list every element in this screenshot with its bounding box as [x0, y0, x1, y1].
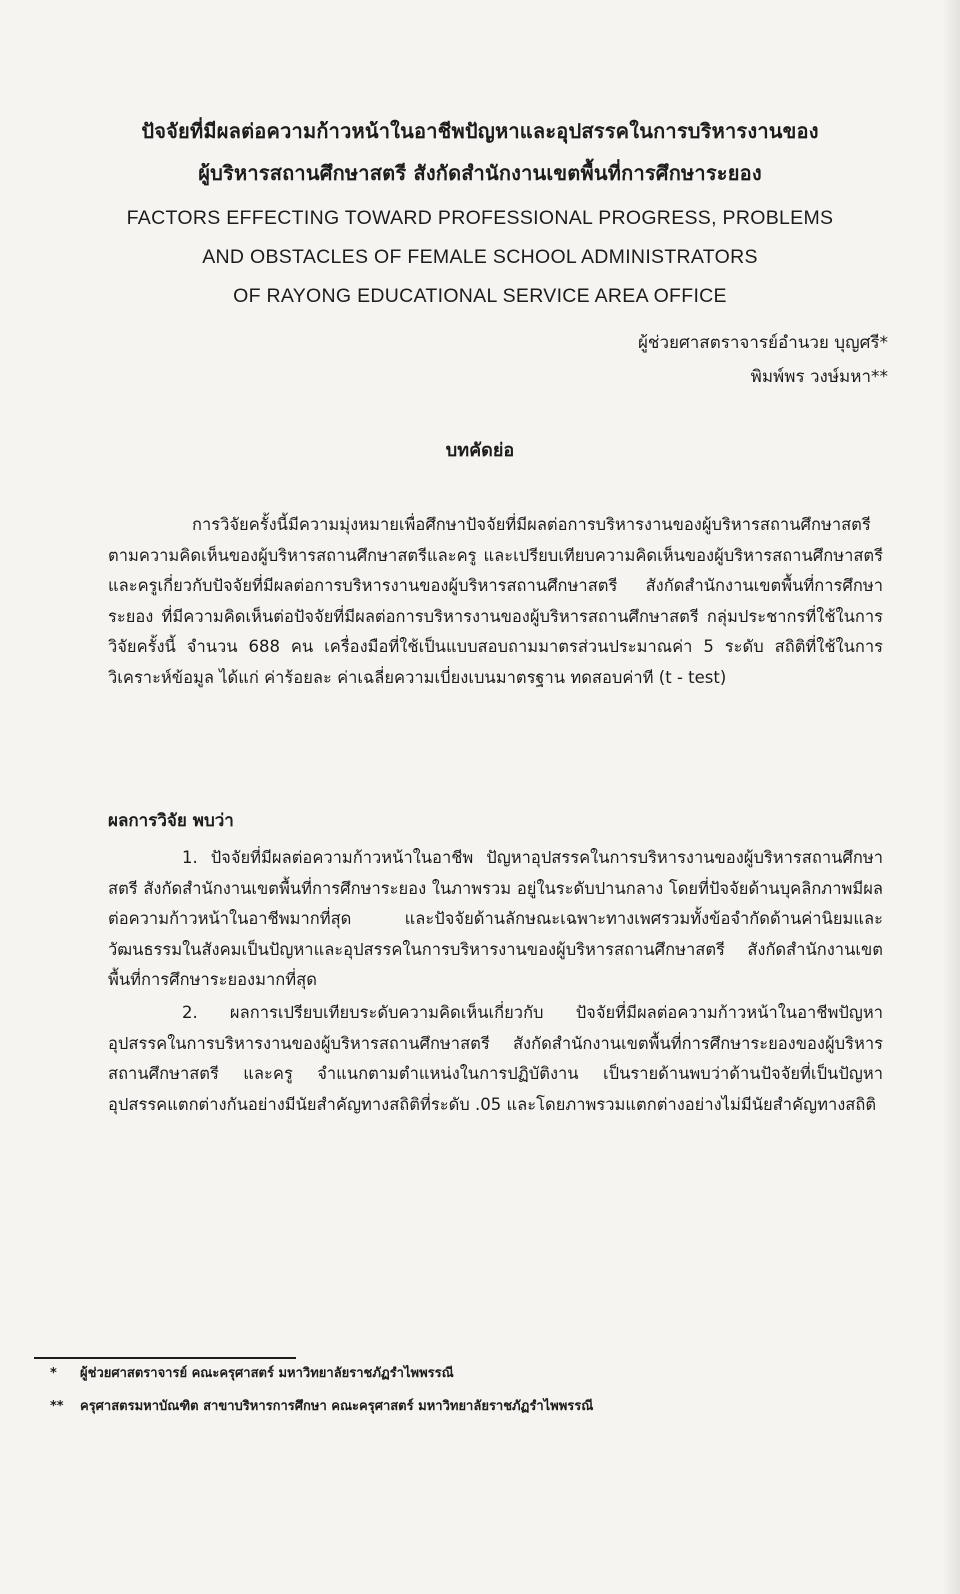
english-title-line-2: AND OBSTACLES OF FEMALE SCHOOL ADMINISTRATORS: [202, 246, 758, 268]
result-item-2: 2. ผลการเปรียบเทียบระดับความคิดเห็นเกี่ยวกับ ปัจจัยที่มีผลต่อความก้าวหน้าในอาชีพปัญหาอุปสรรคในการบริหารงานของผู้บริหารสถานศึกษาสตรี สังกัดสำนักงานเขตพื้นที่การศึกษาระยองของผู้บริหารสถานศึกษาสตรี และครู จำแนกตามตำแหน่งในการปฏิบัติงาน เป็นรายด้านพบว่าด้านปัจจัยที่เป็นปัญหาอุปสรรคแตกต่างกันอย่างมีนัยสำคัญทางสถิติที่ระดับ .05 และโดยภาพรวมแตกต่างอย่างไม่มีนัยสำคัญทางสถิติ: [108, 1002, 883, 1114]
footnote-divider: [34, 1357, 296, 1359]
abstract-paragraph: การวิจัยครั้งนี้มีความมุ่งหมายเพื่อศึกษาปัจจัยที่มีผลต่อการบริหารงานของผู้บริหารสถานศึกษาสตรีตามความคิดเห็นของผู้บริหารสถานศึกษาสตรีและครู และเปรียบเทียบความคิดเห็นของผู้บริหารสถานศึกษาสตรีและครูเกี่ยวกับปัจจัยที่มีผลต่อการบริหารงานของผู้บริหารสถานศึกษาสตรี สังกัดสำนักงานเขตพื้นที่การศึกษาระยอง ที่มีความคิดเห็นต่อปัจจัยที่มีผลต่อการบริหารงานของผู้บริหารสถานศึกษาสตรี กลุ่มประชากรที่ใช้ในการวิจัยครั้งนี้ จำนวน 688 คน เครื่องมือที่ใช้เป็นแบบสอบถามมาตรส่วนประมาณค่า 5 ระดับ สถิติที่ใช้ในการวิเคราะห์ข้อมูล ได้แก่ ค่าร้อยละ ค่าเฉลี่ยความเบี่ยงเบนมาตรฐาน ทดสอบค่าที (t - test): [108, 515, 883, 687]
footnote-2-text: ครุศาสตรมหาบัณฑิต สาขาบริหารการศึกษา คณะครุศาสตร์ มหาวิทยาลัยราชภัฏรำไพพรรณี: [80, 1399, 594, 1414]
abstract-heading: บทคัดย่อ: [445, 440, 515, 461]
result-item-1: 1. ปัจจัยที่มีผลต่อความก้าวหน้าในอาชีพ ปัญหาอุปสรรคในการบริหารงานของผู้บริหารสถานศึกษาสตรี สังกัดสำนักงานเขตพื้นที่การศึกษาระยอง ในภาพรวม อยู่ในระดับปานกลาง โดยที่ปัจจัยด้านบุคลิกภาพมีผลต่อความก้าวหน้าในอาชีพมากที่สุด และปัจจัยด้านลักษณะเฉพาะทางเพศรวมทั้งข้อจำกัดด้านค่านิยมและวัฒนธรรมในสังคมเป็นปัญหาและอุปสรรคในการบริหารงานของผู้บริหารสถานศึกษาสตรี สังกัดสำนักงานเขตพื้นที่การศึกษาระยองมากที่สุด: [108, 848, 883, 990]
author-list: [638, 326, 888, 394]
page-edge-shadow: [942, 0, 960, 1594]
footnote-1-text: ผู้ช่วยศาสตราจารย์ คณะครุศาสตร์ มหาวิทยาลัยราชภัฏรำไพพรรณี: [80, 1366, 454, 1381]
thai-title-line-2: ผู้บริหารสถานศึกษาสตรี สังกัดสำนักงานเขตพื้นที่การศึกษาระยอง: [198, 161, 762, 185]
thai-title-line-1: ปัจจัยที่มีผลต่อความก้าวหน้าในอาชีพปัญหาและอุปสรรคในการบริหารงานของ: [141, 119, 819, 143]
english-title-line-3: OF RAYONG EDUCATIONAL SERVICE AREA OFFICE: [233, 285, 727, 307]
footnote-1: [50, 1364, 454, 1384]
footnote-2: [50, 1397, 593, 1417]
footnote-2-mark: **: [50, 1399, 64, 1414]
abstract-body: [108, 510, 883, 694]
thai-title: [40, 110, 920, 194]
results-heading: ผลการวิจัย พบว่า: [108, 811, 234, 831]
footnote-1-mark: *: [50, 1366, 57, 1381]
english-title: [40, 199, 920, 316]
author-2: พิมพ์พร วงษ์มหา**: [750, 367, 888, 387]
author-1: ผู้ช่วยศาสตราจารย์อำนวย บุญศรี*: [637, 333, 888, 353]
english-title-line-1: FACTORS EFFECTING TOWARD PROFESSIONAL PROGRESS, PROBLEMS: [126, 207, 834, 229]
results-body: [108, 843, 883, 1120]
